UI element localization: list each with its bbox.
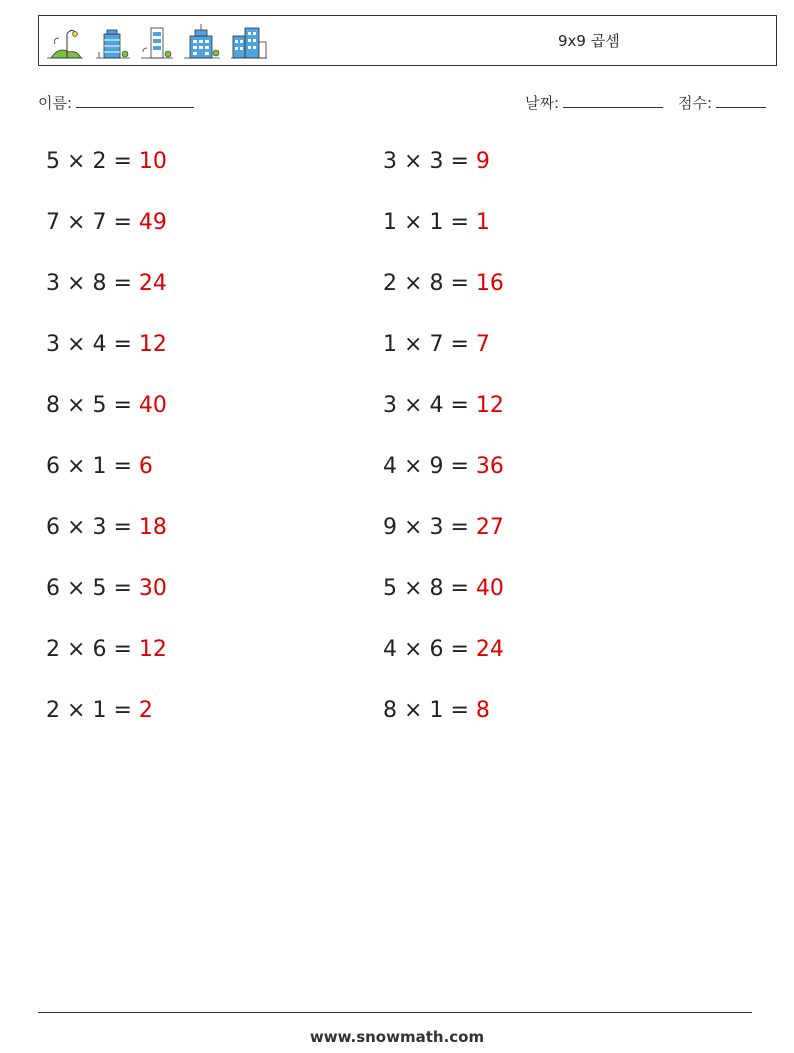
times-sign: × (67, 393, 86, 418)
operand-b: 8 (429, 576, 444, 601)
times-sign: × (404, 515, 423, 540)
worksheet-title: 9x9 곱셈 (558, 32, 620, 50)
operand-b: 1 (92, 698, 107, 723)
building-icon (92, 22, 132, 62)
operand-b: 1 (429, 210, 444, 235)
problem-item (383, 575, 504, 603)
operand-a: 3 (46, 271, 60, 296)
tree-lamp-icon (45, 22, 85, 62)
answer: 24 (138, 271, 167, 296)
operand-a: 4 (383, 454, 397, 479)
operand-a: 8 (46, 393, 60, 418)
problem-item (383, 209, 490, 237)
equals-sign: = (113, 393, 132, 418)
times-sign: × (404, 637, 423, 662)
equals-sign: = (450, 576, 469, 601)
score-label: 점수: (678, 94, 713, 112)
times-sign: × (404, 393, 423, 418)
operand-b: 3 (429, 515, 444, 540)
operand-a: 5 (46, 149, 60, 174)
name-label: 이름: (38, 94, 73, 112)
problem-item (46, 636, 167, 664)
equals-sign: = (113, 698, 132, 723)
operand-b: 8 (92, 271, 107, 296)
problem-item (46, 697, 153, 725)
problem-item (46, 453, 153, 481)
operand-b: 1 (429, 698, 444, 723)
operand-b: 3 (92, 515, 107, 540)
answer: 16 (475, 271, 504, 296)
times-sign: × (404, 698, 423, 723)
answer: 40 (138, 393, 167, 418)
answer: 27 (475, 515, 504, 540)
equals-sign: = (450, 149, 469, 174)
operand-b: 4 (429, 393, 444, 418)
operand-a: 8 (383, 698, 397, 723)
equals-sign: = (113, 271, 132, 296)
problem-item (46, 575, 167, 603)
times-sign: × (67, 515, 86, 540)
operand-a: 3 (383, 393, 397, 418)
date-field (525, 92, 663, 113)
equals-sign: = (450, 332, 469, 357)
date-blank-line[interactable] (563, 106, 663, 108)
equals-sign: = (113, 332, 132, 357)
city-buildings-icon (229, 22, 269, 62)
equals-sign: = (113, 576, 132, 601)
answer: 12 (138, 637, 167, 662)
operand-b: 7 (92, 210, 107, 235)
times-sign: × (404, 149, 423, 174)
equals-sign: = (450, 393, 469, 418)
operand-a: 2 (46, 698, 60, 723)
answer: 24 (475, 637, 504, 662)
office-building-icon (182, 22, 222, 62)
equals-sign: = (450, 637, 469, 662)
operand-a: 9 (383, 515, 397, 540)
answer: 12 (138, 332, 167, 357)
operand-a: 1 (383, 332, 397, 357)
times-sign: × (67, 576, 86, 601)
footer-divider (38, 1012, 752, 1013)
equals-sign: = (113, 149, 132, 174)
operand-a: 6 (46, 515, 60, 540)
operand-a: 2 (46, 637, 60, 662)
operand-a: 6 (46, 576, 60, 601)
problem-item (46, 514, 167, 542)
answer: 40 (475, 576, 504, 601)
operand-b: 3 (429, 149, 444, 174)
answer: 7 (475, 332, 490, 357)
times-sign: × (67, 149, 86, 174)
problem-item (383, 697, 490, 725)
problem-item (383, 270, 504, 298)
equals-sign: = (450, 271, 469, 296)
operand-b: 2 (92, 149, 107, 174)
operand-a: 4 (383, 637, 397, 662)
answer: 10 (138, 149, 167, 174)
equals-sign: = (113, 210, 132, 235)
name-blank-line[interactable] (76, 106, 194, 108)
problem-item (383, 636, 504, 664)
times-sign: × (404, 576, 423, 601)
operand-a: 3 (383, 149, 397, 174)
operand-b: 5 (92, 393, 107, 418)
times-sign: × (67, 454, 86, 479)
problem-item (383, 331, 490, 359)
problem-item (383, 148, 490, 176)
equals-sign: = (450, 454, 469, 479)
operand-b: 4 (92, 332, 107, 357)
operand-a: 5 (383, 576, 397, 601)
equals-sign: = (113, 637, 132, 662)
score-field (678, 92, 766, 113)
equals-sign: = (113, 515, 132, 540)
answer: 1 (475, 210, 490, 235)
times-sign: × (67, 271, 86, 296)
problem-item (383, 514, 504, 542)
problem-item (383, 453, 504, 481)
operand-b: 6 (429, 637, 444, 662)
operand-b: 8 (429, 271, 444, 296)
problem-item (383, 392, 504, 420)
score-blank-line[interactable] (716, 106, 766, 108)
times-sign: × (67, 698, 86, 723)
footer-url: www.snowmath.com (309, 1028, 485, 1046)
operand-a: 2 (383, 271, 397, 296)
operand-a: 6 (46, 454, 60, 479)
problem-item (46, 331, 167, 359)
name-field (38, 92, 194, 113)
answer: 18 (138, 515, 167, 540)
times-sign: × (404, 210, 423, 235)
problem-item (46, 209, 167, 237)
answer: 12 (475, 393, 504, 418)
operand-a: 1 (383, 210, 397, 235)
operand-a: 7 (46, 210, 60, 235)
problem-item (46, 148, 167, 176)
times-sign: × (67, 637, 86, 662)
times-sign: × (67, 210, 86, 235)
answer: 9 (475, 149, 490, 174)
operand-b: 5 (92, 576, 107, 601)
equals-sign: = (450, 210, 469, 235)
operand-b: 6 (92, 637, 107, 662)
answer: 8 (475, 698, 490, 723)
operand-b: 7 (429, 332, 444, 357)
worksheet-header (38, 15, 777, 66)
answer: 49 (138, 210, 167, 235)
header-icons (45, 22, 269, 62)
equals-sign: = (113, 454, 132, 479)
operand-b: 1 (92, 454, 107, 479)
times-sign: × (404, 332, 423, 357)
times-sign: × (404, 454, 423, 479)
equals-sign: = (450, 698, 469, 723)
problem-item (46, 392, 167, 420)
answer: 2 (138, 698, 153, 723)
operand-b: 9 (429, 454, 444, 479)
answer: 6 (138, 454, 153, 479)
tower-icon (139, 22, 175, 62)
equals-sign: = (450, 515, 469, 540)
answer: 36 (475, 454, 504, 479)
answer: 30 (138, 576, 167, 601)
problem-item (46, 270, 167, 298)
times-sign: × (67, 332, 86, 357)
operand-a: 3 (46, 332, 60, 357)
times-sign: × (404, 271, 423, 296)
date-label: 날짜: (525, 94, 560, 112)
